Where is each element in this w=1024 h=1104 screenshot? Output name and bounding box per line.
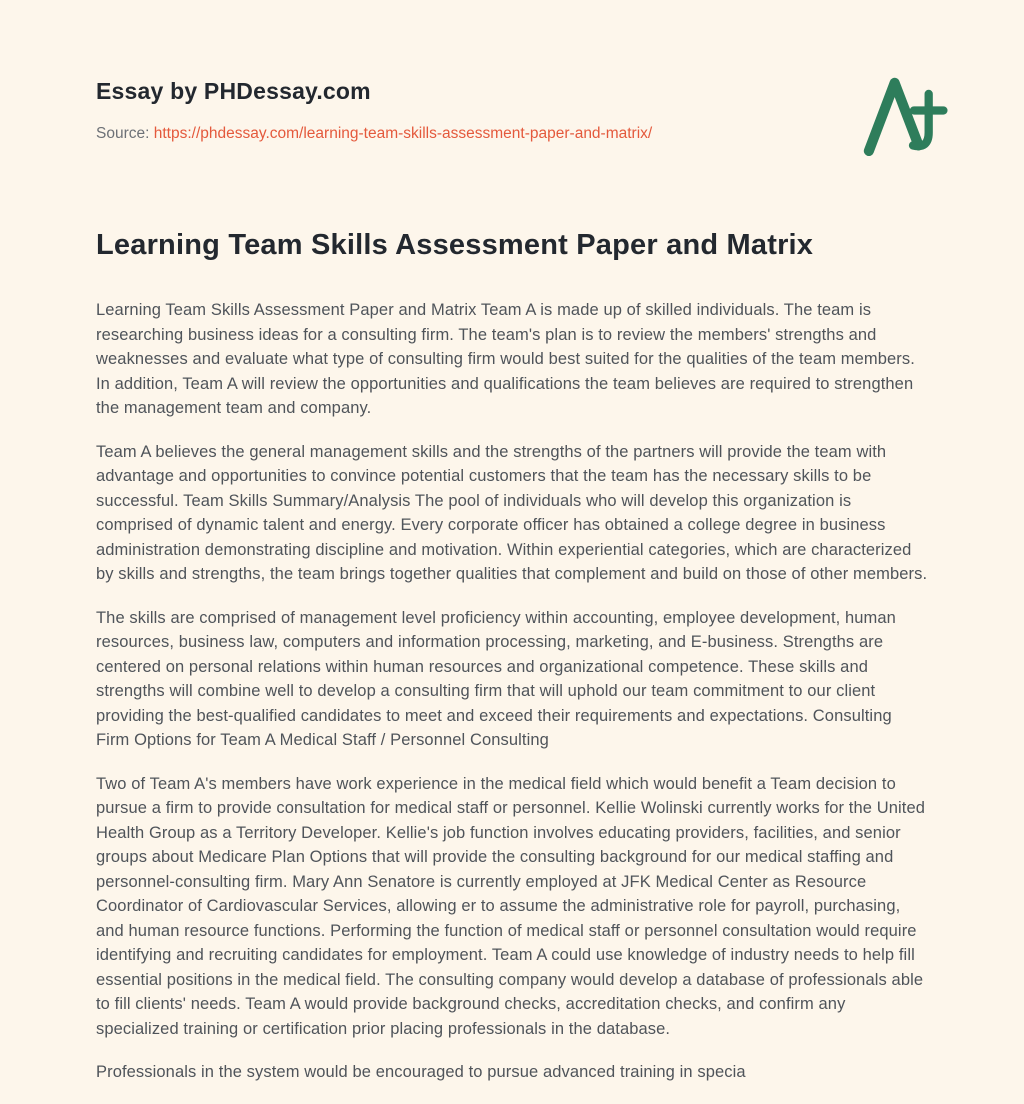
phdessay-logo-icon bbox=[856, 70, 948, 162]
source-line bbox=[96, 125, 928, 143]
essay-paragraph: Professionals in the system would be encouraged to pursue advanced training in specia bbox=[96, 1063, 746, 1081]
page-header bbox=[96, 78, 928, 143]
essay-paragraph: Team A believes the general management skills and the strengths of the partners will provide the team with advantage and opportunities to convince potential customers that the team has the necessary skills to be successful. Team Skills Summary/Analysis The pool of individuals who will develop this organization is comprised of dynamic talent and energy. Every corporate officer has obtained a college degree in business administration demonstrating discipline and motivation. Within experiential categories, which are characterized by skills and strengths, the team brings together qualities that complement and build on those of other members. bbox=[96, 442, 928, 583]
site-heading: Essay by PHDessay.com bbox=[96, 78, 371, 104]
essay-title: Learning Team Skills Assessment Paper and Matrix bbox=[96, 229, 814, 261]
essay-paragraph: Two of Team A's members have work experience in the medical field which would benefit a Team decision to pursue a firm to provide consultation for medical staff or personnel. Kellie Wolinski currently works for the United Health Group as a Territory Developer. Kellie's job function involves educating providers, facilities, and senior groups about Medicare Plan Options that will provide the consulting background for our medical staffing and personnel-consulting firm. Mary Ann Senatore is currently employed at JFK Medical Center as Resource Coordinator of Cardiovascular Services, allowing er to assume the administrative role for payroll, purchasing, and human resource functions. Performing the function of medical staff or personnel consultation would require identifying and recruiting candidates for employment. Team A could use knowledge of industry needs to help fill essential positions in the medical field. The consulting company would develop a database of professionals able to fill clients' needs. Team A would provide background checks, accreditation checks, and confirm any specialized training or certification prior placing professionals in the database. bbox=[96, 774, 926, 1038]
essay-body bbox=[96, 298, 928, 1085]
source-label: Source: bbox=[96, 125, 150, 142]
source-url-link[interactable]: https://phdessay.com/learning-team-skills-assessment-paper-and-matrix/ bbox=[153, 125, 653, 142]
essay-paragraph: Learning Team Skills Assessment Paper and Matrix Team A is made up of skilled individuals. The team is researching business ideas for a consulting firm. The team's plan is to review the members' strengths and weaknesses and evaluate what type of consulting firm would best suited for the qualities of the team members. In addition, Team A will review the opportunities and qualifications the team believes are required to strengthen the management team and company. bbox=[96, 301, 915, 417]
essay-paragraph: The skills are comprised of management level proficiency within accounting, employee development, human resources, business law, computers and information processing, marketing, and E-business. Strengths are centered on personal relations within human resources and organizational competence. These skills and strengths will combine well to develop a consulting firm that will uphold our team commitment to our client providing the best-qualified candidates to meet and exceed their requirements and expectations. Consulting Firm Options for Team A Medical Staff / Personnel Consulting bbox=[96, 608, 896, 749]
